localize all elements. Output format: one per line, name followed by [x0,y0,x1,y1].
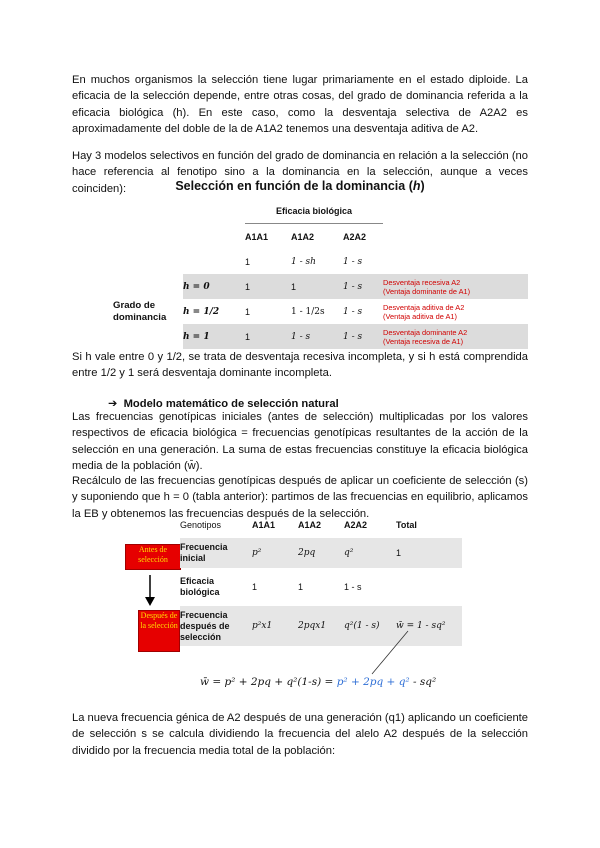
row-h0-a1a2: 1 [291,274,343,299]
grado-label [113,274,183,349]
section-heading-text: Modelo matemático de selección natural [123,398,339,410]
dominance-table [113,198,528,349]
hdr-genotipos: Genotipos [180,520,222,530]
formula-part2: p² + 2pq + q² [336,676,410,688]
arrow-icon: ➔ [108,398,118,410]
row-h0-label: h = 0 [183,274,245,299]
grado-line1: Grado de [113,299,156,311]
row-eficacia-a1a2: 1 [298,582,304,592]
col-a1a1: A1A1 [245,231,269,242]
connector-line [360,628,420,678]
row-eficacia-total [396,568,462,606]
row-frec-inicial-l1: Frecuencia [180,542,228,552]
row-h1-label: h = 1 [183,324,245,349]
col-a1a2: A1A2 [291,231,315,242]
row-frec-despues-label [180,606,252,646]
row-h0-a1a1: 1 [245,274,291,299]
recalculation-paragraph: Recálculo de las frecuencias genotípicas después de aplicar un coeficiente de selección (s) y suponiendo que h = 0 (tabla anterior): partimos de las frecuencias en equilibrio, aplicamos la EB y obtenemos las frecuencias después de la selección. [72,475,528,520]
row-eficacia-l2: biológica [180,587,220,597]
down-arrow-icon [142,573,158,607]
row-eficacia-l1: Eficacia [180,576,215,586]
models-paragraph: Hay 3 modelos selectivos en función del grado de dominancia en relación a la selección (no hace referencia al fenotipo sino a la dominancia en la selección, aunque a veces coinciden): [72,150,528,195]
row-h0-a2a2: 1 - s [343,274,383,299]
dominance-explanation: Si h vale entre 0 y 1/2, se trata de desventaja recesiva incompleta, y si h está comprendida entre 1/2 y 1 será desventaja dominante incompleta. [72,351,528,380]
base-a2a2: 1 - s [343,256,363,267]
selection-table [180,512,462,646]
row-frec-inicial-a2a2: q² [344,538,396,568]
base-a1a1: 1 [245,256,251,267]
row-frec-despues-l2: después de [180,620,230,631]
table1-title [0,179,600,193]
formula-part3: - sq² [409,676,437,688]
row-h1-a1a1: 1 [245,324,291,349]
row-frec-despues-a2a2: q²(1 - s) [344,606,396,646]
row-h1-a1a2: 1 - s [291,324,343,349]
row-eficacia-a1a1: 1 [252,582,258,592]
row-h12-note [383,299,528,324]
hdr-a1a1: A1A1 [252,520,276,530]
frequencies-paragraph: Las frecuencias genotípicas iniciales (antes de selección) multiplicadas por los valores respectivos de eficacia biológica = frecuencias genotípicas resultantes de la acción de la selección en una generación. La suma de estas frecuencias constituye la eficacia biológica media de la población (w̄). [72,411,528,473]
hdr-a2a2: A2A2 [344,520,368,530]
despues-seleccion-badge: Después de la selección [138,610,180,652]
base-a1a2: 1 - sh [291,256,316,267]
grado-line2: dominancia [113,311,167,323]
col-a2a2: A2A2 [343,231,367,242]
row-frec-despues-total: w̄ = 1 - sq² [396,606,462,646]
formula-part1: w̄ = p² + 2pq + q²(1-s) = [200,676,337,688]
row-h1-note2: (Ventaja recesiva de A1) [383,336,464,346]
table1-title-main: Selección en función de la dominancia ( [175,179,413,193]
row-h0-note2: (Ventaja dominante de A1) [383,286,471,296]
row-h12-a1a1: 1 [245,306,251,317]
row-h12-a2a2: 1 - s [343,306,363,317]
row-h12-note2: (Ventaja aditiva de A1) [383,311,457,321]
row-h0-note [383,274,528,299]
row-frec-inicial-a1a2: 2pq [298,538,344,568]
row-frec-inicial-total: 1 [396,538,462,568]
row-frec-despues-l1: Frecuencia [180,609,228,620]
row-h1-note1: Desventaja dominante A2 [383,327,468,337]
row-frec-despues-a1a2: 2pqx1 [298,606,344,646]
row-frec-inicial-l2: inicial [180,553,206,563]
row-eficacia-a2a2: 1 - s [344,582,362,592]
row-eficacia-label [180,568,252,606]
row-frec-inicial-a1a1: p² [252,538,298,568]
row-frec-despues-l3: selección [180,631,222,642]
hdr-a1a2: A1A2 [298,520,322,530]
row-h1-note [383,324,528,349]
row-frec-inicial-label [180,538,252,568]
row-h1-a2a2: 1 - s [343,324,383,349]
row-h12-note1: Desventaja aditiva de A2 [383,302,465,312]
mean-fitness-formula [200,676,436,688]
table1-title-h: h [412,179,421,193]
eficacia-header: Eficacia biológica [245,198,383,224]
intro-paragraph: En muchos organismos la selección tiene lugar primariamente en el estado diploide. La eficacia de la selección depende, entre otras cosas, del grado de dominancia referida a la eficacia biológica (h). En este caso, como la desventaja selectiva de A2A2 es aproximadamente del doble de la de A1A2 tenemos una desventaja aditiva de A2. [72,74,528,136]
antes-seleccion-badge: Antes de selección [125,544,181,570]
row-h0-note1: Desventaja recesiva A2 [383,277,461,287]
row-h12-label: h = 1/2 [183,306,220,317]
row-frec-despues-a1a1: p²x1 [252,606,298,646]
new-frequency-paragraph: La nueva frecuencia génica de A2 después de una generación (q1) aplicando un coeficiente de selección s se calcula dividiendo la frecuencia del alelo A2 después de la selección dividido por la frecuencia media total de la población: [72,712,528,757]
table1-title-end: ) [420,179,425,193]
row-h12-a1a2: 1 - 1/2s [291,306,325,317]
hdr-total: Total [396,520,417,530]
